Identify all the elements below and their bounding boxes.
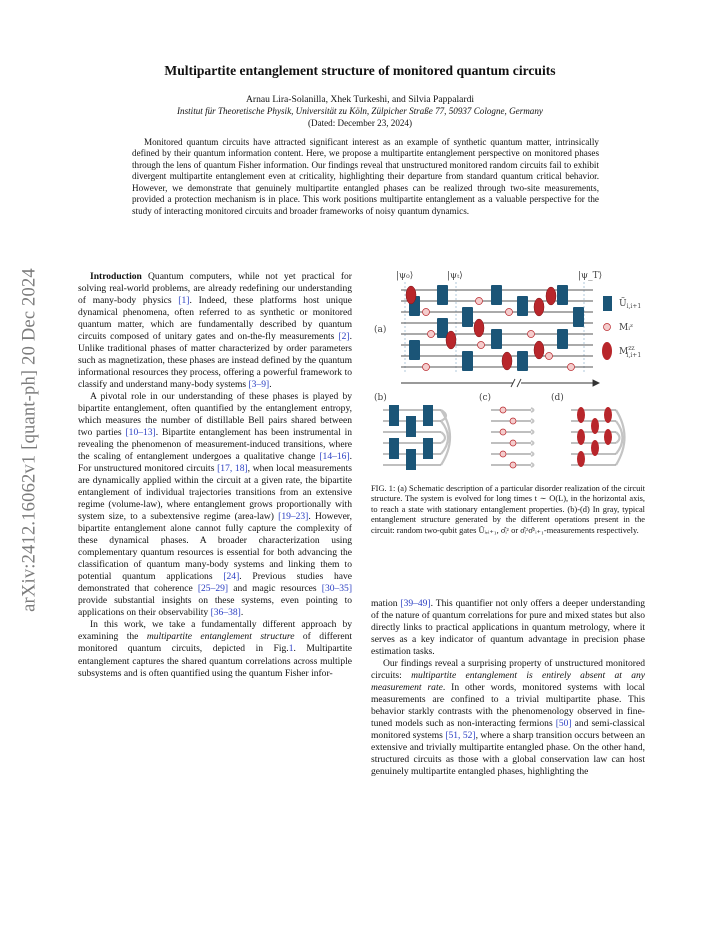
affiliation: Institut für Theoretische Physik, Universität zu Köln, Zülpicher Straße 77, 50937 Cologne, Germany (177, 106, 543, 116)
citation-link[interactable]: [10–13] (125, 427, 156, 439)
citation-link[interactable]: [25–29] (197, 583, 229, 595)
panel-d-label: (d) (551, 393, 564, 403)
citation-link[interactable]: [36–38] (210, 607, 241, 619)
legend-unitary-icon (603, 296, 612, 311)
panel-c (491, 410, 531, 465)
panel-c-label: (c) (479, 393, 492, 403)
psi-T-label: |ψ_T⟩ (578, 271, 603, 281)
body-paragraph: Our findings reveal a surprising property of unstructured monitored circuits: multipartite entanglement is entirely absent at any measurement rate. In other words, monitored systems with local measurements are confined to a trivial multipartite phase. This behavior starkly contrasts with the phenomenology observed in fine-tuned models such as non-interacting fermions [50] and semi-classical monitored systems [51, 52], where a sharp transition occurs between an extensive and trivially multipartite entangled phase. On the other hand, structured circuits as those with a global conservation law can host genuinely multipartite entangled phases, highlighting the (371, 658, 646, 778)
citation-link[interactable]: [1] (178, 295, 190, 307)
citation-link[interactable]: [50] (555, 718, 572, 730)
body-paragraph: A pivotal role in our understanding of these phases is played by bipartite entanglement, often quantified by the entanglement entropy, which measures the number of distillable Bell pairs shared between two parties [10–13]. Bipartite entanglement has been instrumental in revealing the phenomenon of measurement-induced transitions, where the scaling of entanglement undergoes a qualitative change [14–16]. For unstructured monitored circuits [17, 18], when local measurements are dynamically applied within the circuit at a given rate, the bipartite entanglement of individual trajectories transitions from an extensive regime (volume-law), where entanglement grows proportionally with system size, to a subextensive regime (area-law) [19–23]. However, bipartite entanglement alone cannot fully capture the complexity of these dynamical phases. A broader characterization using complementary quantum resources is essential for both advancing the classification of quantum many-body systems and linking them to potential quantum applications [24]. Previous studies have demonstrated that coherence [25–29] and magic resources [30–35] provide substantial insights on these systems, even pointing to applications on their observability [36–38]. (78, 391, 353, 619)
legend-single-icon (604, 324, 611, 331)
citation-link[interactable]: [24] (223, 571, 240, 583)
psi-0-label: |ψ₀⟩ (396, 271, 414, 281)
paper-title: Multipartite entanglement structure of monitored quantum circuits (164, 63, 556, 78)
psi-t-label: |ψₜ⟩ (447, 271, 463, 281)
legend-pair-label: $M^{zz}$ i,i+1 (619, 345, 642, 359)
abstract: Monitored quantum circuits have attracted significant interest as an example of synthetic quantum matter, intrinsically defined by their quantum information content. Here, we propose a multipartite entanglement perspective on monitored phases through the lens of quantum Fisher information. Our findings reveal that unstructured monitored random circuits fail to exhibit divergent multipartite entanglement even at criticality, highlighting their departure from standard quantum critical behavior. However, we demonstrate that genuinely multipartite entangled phases can be realized through two-site measurements, provided a protection mechanism is in place. This work positions multipartite entanglement as a valuable perspective for the study of interacting monitored circuits and broader frameworks of noisy quantum dynamics. (132, 137, 599, 216)
citation-link[interactable]: [2] (338, 331, 350, 343)
citation-link[interactable]: [51, 52] (445, 730, 476, 742)
figure-1-circuit (371, 266, 651, 474)
arxiv-sidebar-stamp: arXiv:2412.16062v1 [quant-ph] 20 Dec 2024 (19, 268, 40, 612)
legend-pair-icon (602, 342, 612, 360)
body-paragraph: mation [39–49]. This quantifier not only offers a deeper understanding of the nature of quantum correlations for pure and mixed states but also directly links to practical applications in quantum metrology, where it serves as a key indicator of quantum advantage in precision phase estimation tasks. (371, 598, 646, 658)
author-list: Arnau Lira-Solanilla, Xhek Turkeshi, and Silvia Pappalardi (245, 94, 475, 105)
panel-b-label: (b) (374, 393, 387, 403)
citation-link[interactable]: [19–23] (278, 511, 309, 523)
right-column (371, 598, 645, 778)
citation-link[interactable]: [17, 18] (217, 463, 248, 475)
legend-single-label: Mᵢᶻ (619, 323, 634, 333)
citation-link[interactable]: [14–16] (319, 451, 350, 463)
body-paragraph: In this work, we take a fundamentally different approach by examining the multipartite entanglement structure of different monitored quantum circuits, depicted in Fig.1. Multipartite entanglement captures the shared quantum correlations across multiple subsystems and is often quantified using the quantum Fisher infor- (78, 619, 352, 679)
unitary-gates (409, 285, 584, 371)
intro-paragraph: Introduction Quantum computers, while not yet practical for solving real-world problems, are already redefining our understanding of many-body physics [1]. Indeed, these platforms host unique dynamical phenomena, often referred to as synthetic or monitored quantum matter, which are fundamentally described by quantum circuits composed of unitary gates and on-the-fly measurements [2]. Unlike traditional phases of matter characterized by order parameters such as magnetization, these phases are instead defined by the quantum informational resources they process, offering a powerful framework to classify and understand many-body systems [3–9]. (78, 271, 352, 391)
section-heading: Introduction (90, 271, 142, 282)
citation-link[interactable]: [30–35] (321, 583, 353, 595)
date-line: (Dated: December 23, 2024) (307, 118, 413, 128)
legend (602, 296, 641, 360)
figure-link[interactable]: 1 (288, 643, 294, 655)
panel-a-label: (a) (374, 325, 387, 335)
legend-unitary-label: $Ũ_{i,i+1}$ (619, 299, 642, 310)
citation-link[interactable]: [3–9] (248, 379, 270, 391)
left-column (78, 271, 352, 680)
figure-caption: FIG. 1: (a) Schematic description of a particular disorder realization of the circuit structure. The system is evolved for long times t ∼ O(L), in the horizontal axis, to reach a state with stationary entanglement properties. (b)-(d) In gray, typical entanglement structure generated by the different operations present in the circuit: random two-qubit gates Ũᵢ,ᵢ₊₁, σ̂ᵢᶻ or σ̂ᵢᶻσ̂ᶻᵢ₊₁-measurements respectively. (371, 484, 645, 535)
citation-link[interactable]: [39–49] (400, 598, 431, 609)
time-axis (401, 379, 599, 387)
